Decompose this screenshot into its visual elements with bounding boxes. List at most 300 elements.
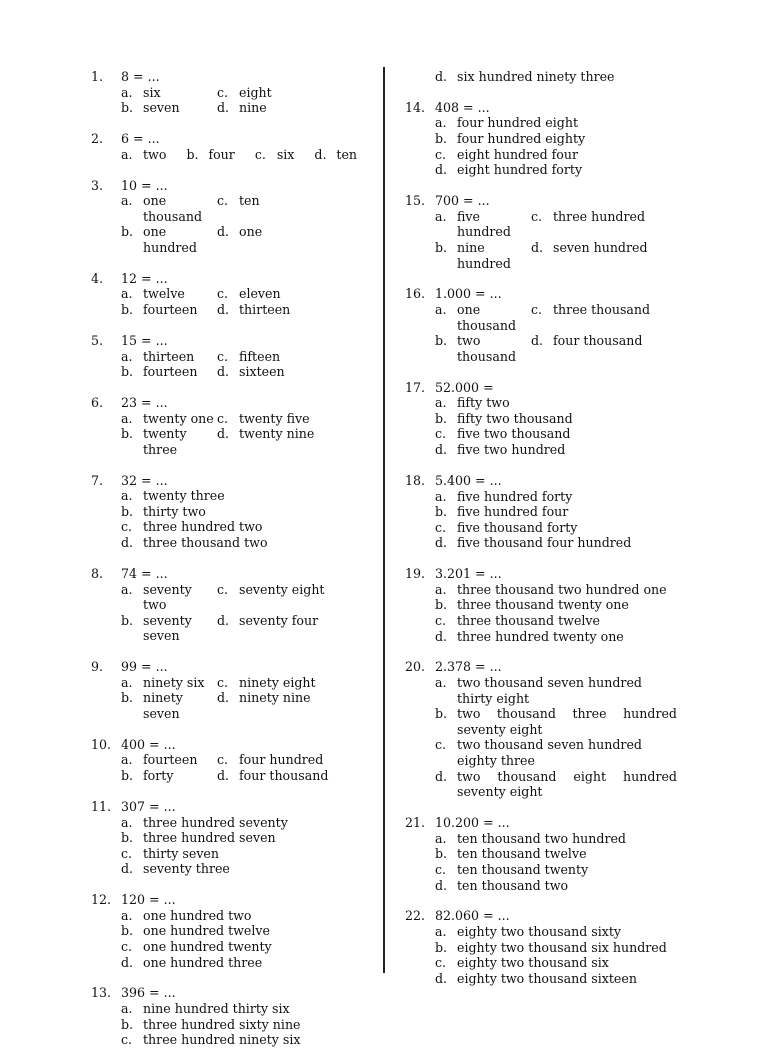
question-item <box>91 395 376 457</box>
option <box>435 520 677 536</box>
option-letter: a. <box>435 395 447 411</box>
option <box>121 302 217 318</box>
option-text: two thousand seven hundred thirty eight <box>457 675 642 706</box>
option-list <box>121 411 376 458</box>
option-text: fifteen <box>239 348 281 364</box>
option <box>435 147 677 163</box>
option-text: three hundred twenty one <box>457 628 624 644</box>
question-prompt: 307 = ... <box>121 798 176 814</box>
option-letter: d. <box>435 768 448 784</box>
option-text: fourteen <box>143 302 198 318</box>
option-text: five thousand forty <box>457 519 578 535</box>
option-text: two thousand <box>457 333 517 364</box>
option-text: eight hundred four <box>457 146 579 162</box>
question-item <box>91 659 376 721</box>
option <box>435 333 531 364</box>
option-text: three thousand twelve <box>457 613 601 628</box>
question-number: 2. <box>91 131 104 147</box>
option-text: nine <box>239 100 267 116</box>
option <box>435 535 677 551</box>
option-text: fourteen <box>143 752 198 768</box>
question-item <box>91 333 376 380</box>
option-text: ninety nine <box>239 690 311 706</box>
option-letter: b. <box>121 364 134 380</box>
option-list <box>435 582 677 644</box>
option <box>435 411 677 427</box>
option <box>121 100 217 116</box>
option <box>435 131 677 147</box>
option-list <box>121 1001 376 1048</box>
option <box>121 411 217 427</box>
option-letter: d. <box>121 861 134 877</box>
option-text: six hundred ninety three <box>457 69 615 84</box>
question-number: 17. <box>405 379 426 395</box>
option-letter: a. <box>435 208 447 224</box>
option <box>435 240 531 271</box>
option-text: eight <box>239 84 272 100</box>
option-text: eighty two thousand six <box>457 955 609 971</box>
option <box>531 240 677 271</box>
option-list <box>121 752 376 783</box>
option <box>435 924 677 940</box>
question-item <box>405 100 677 178</box>
option-list <box>435 209 677 271</box>
option-text: two <box>143 146 167 162</box>
question-item <box>91 131 376 162</box>
option-text: ten <box>239 193 260 209</box>
option-text: seven hundred <box>553 239 648 255</box>
question-item <box>91 892 376 970</box>
option-letter: a. <box>121 348 133 364</box>
option-letter: a. <box>435 923 447 939</box>
question-header <box>405 286 677 302</box>
option-text: one thousand <box>143 193 203 224</box>
option-letter: d. <box>217 768 230 784</box>
option-letter: c. <box>121 938 133 954</box>
option-letter: c. <box>435 861 447 877</box>
option <box>435 878 677 894</box>
option-text: five thousand four hundred <box>457 535 632 551</box>
question-prompt: 12 = ... <box>121 270 168 286</box>
option-list <box>435 489 677 551</box>
option-text: three thousand two <box>143 535 268 551</box>
option-text: three hundred seven <box>143 830 276 846</box>
question-item <box>405 473 677 551</box>
option-letter: b. <box>121 503 134 519</box>
option-letter: d. <box>217 100 230 116</box>
option <box>121 1017 376 1033</box>
question-prompt: 82.060 = ... <box>435 908 510 924</box>
option-text: twenty nine <box>239 426 315 442</box>
option-text: five two thousand <box>457 426 571 442</box>
option-list <box>121 908 376 970</box>
option <box>435 442 677 458</box>
option-letter: a. <box>121 814 133 830</box>
option-list <box>435 395 677 457</box>
option-letter: b. <box>435 939 448 955</box>
option-letter: d. <box>121 535 134 551</box>
option <box>435 115 677 131</box>
option-text: three hundred sixty nine <box>143 1016 301 1032</box>
option <box>121 193 217 224</box>
option-text: three thousand twenty one <box>457 597 629 613</box>
left-column <box>91 69 376 1063</box>
option-letter: a. <box>121 84 133 100</box>
option-letter: a. <box>121 286 133 302</box>
question-item <box>91 737 376 784</box>
question-number: 8. <box>91 565 104 581</box>
option-list <box>435 924 677 986</box>
option-letter: b. <box>435 597 448 613</box>
question-header <box>405 193 677 209</box>
question-prompt: 8 = ... <box>121 69 160 84</box>
question-prompt: 99 = ... <box>121 659 168 675</box>
option-text: nine hundred <box>457 239 511 271</box>
question-prompt: 3.201 = ... <box>435 566 502 582</box>
option-letter: a. <box>435 675 447 691</box>
option-letter: b. <box>121 426 134 442</box>
option <box>121 426 217 457</box>
question-prompt: 15 = ... <box>121 332 168 348</box>
option-list <box>121 193 376 255</box>
question-header <box>405 473 677 489</box>
question-prompt: 400 = ... <box>121 736 176 752</box>
question-item <box>405 815 677 893</box>
option-letter: b. <box>121 768 134 784</box>
option <box>217 349 376 365</box>
option-text: fourteen <box>143 364 198 380</box>
option-letter: b. <box>121 224 134 240</box>
option-text: twenty one <box>143 410 214 426</box>
option-letter: b. <box>435 333 448 349</box>
option-letter: b. <box>435 846 448 862</box>
option <box>217 768 376 784</box>
option-text: fifty two thousand <box>457 410 573 426</box>
option <box>435 940 677 956</box>
option-text: five hundred forty <box>457 488 573 504</box>
option-text: seventy four <box>239 612 319 628</box>
question-header <box>91 659 376 675</box>
option <box>121 286 217 302</box>
option-text: one hundred two <box>143 907 252 923</box>
option-text: four thousand <box>553 333 643 349</box>
option <box>435 426 677 442</box>
option-letter: d. <box>435 69 448 84</box>
option <box>121 85 217 101</box>
option-text: two thousand eight hundred seventy eight <box>457 768 677 800</box>
question-header <box>405 908 677 924</box>
option-text: one <box>239 224 263 240</box>
option-letter: d. <box>531 333 544 349</box>
question-prompt: 6 = ... <box>121 131 160 147</box>
option-letter: d. <box>435 162 448 178</box>
option <box>121 846 376 862</box>
option-letter: d. <box>435 877 448 893</box>
question-prompt: 1.000 = ... <box>435 286 502 302</box>
option-letter: a. <box>435 115 447 131</box>
option-letter: d. <box>121 954 134 970</box>
question-item <box>91 985 376 1047</box>
question-number: 7. <box>91 472 104 488</box>
option-letter: b. <box>186 146 199 162</box>
option-list <box>121 675 376 722</box>
option-text: three hundred two <box>143 519 263 535</box>
option-text: seventy eight <box>239 581 325 597</box>
question-item <box>91 473 376 551</box>
option <box>121 147 166 163</box>
option-text: eight hundred forty <box>457 162 583 178</box>
question-item <box>91 566 376 644</box>
option-letter: a. <box>121 674 133 690</box>
option-text: ten thousand twenty <box>457 861 589 877</box>
question-prompt: 120 = ... <box>121 892 176 908</box>
option <box>121 1032 376 1048</box>
option <box>121 675 217 691</box>
option <box>435 395 677 411</box>
option <box>217 752 376 768</box>
option-text: thirteen <box>239 302 291 318</box>
option-list <box>435 675 677 800</box>
question-header <box>91 985 376 1001</box>
option-text: two thousand seven hundred eighty three <box>457 737 642 769</box>
option-letter: b. <box>435 131 448 147</box>
option <box>121 815 376 831</box>
option-letter: a. <box>435 830 447 846</box>
option-text: one hundred three <box>143 954 263 970</box>
option <box>121 582 217 613</box>
option-letter: a. <box>121 146 133 162</box>
question-header <box>405 566 677 582</box>
option-list <box>435 302 677 364</box>
option-letter: c. <box>435 426 447 442</box>
option <box>121 830 376 846</box>
option <box>217 193 376 224</box>
option <box>435 971 677 987</box>
question-prompt: 74 = ... <box>121 565 168 581</box>
option <box>217 411 376 427</box>
option-letter: d. <box>217 224 230 240</box>
option <box>435 302 531 333</box>
question-header <box>405 815 677 831</box>
question-header <box>91 737 376 753</box>
option <box>121 504 376 520</box>
option-text: one thousand <box>457 302 517 333</box>
option-text: seventy two <box>143 581 192 613</box>
option-letter: d. <box>217 302 230 318</box>
option-letter: a. <box>435 302 447 318</box>
question-prompt: 396 = ... <box>121 985 176 1001</box>
question-number: 1. <box>91 69 104 84</box>
option <box>435 846 677 862</box>
option-text: four hundred eighty <box>457 131 586 147</box>
question-number: 20. <box>405 659 426 675</box>
option <box>186 147 234 163</box>
continued-option <box>435 69 677 85</box>
question-prompt: 32 = ... <box>121 472 168 488</box>
option-letter: c. <box>121 519 133 535</box>
option-letter: b. <box>435 410 448 426</box>
option-text: five two hundred <box>457 442 566 458</box>
question-number: 10. <box>91 736 112 752</box>
question-header <box>91 799 376 815</box>
option-letter: d. <box>314 146 327 162</box>
option-text: one hundred twelve <box>143 923 270 939</box>
option-letter: c. <box>435 737 447 753</box>
option-letter: b. <box>121 302 134 318</box>
option-letter: c. <box>217 193 229 209</box>
option-text: twenty three <box>143 426 187 457</box>
option <box>121 488 376 504</box>
option-text: fifty two <box>457 395 510 411</box>
question-prompt: 23 = ... <box>121 394 168 410</box>
option <box>121 519 376 535</box>
option-letter: c. <box>531 302 543 318</box>
option-letter: a. <box>121 410 133 426</box>
option-text: ten <box>336 146 358 162</box>
option-text: one hundred twenty <box>143 938 272 954</box>
option-letter: d. <box>217 612 230 628</box>
option-letter: d. <box>531 239 544 255</box>
column-divider <box>383 67 385 973</box>
question-item <box>405 566 677 644</box>
question-prompt: 10.200 = ... <box>435 815 510 831</box>
option-text: forty <box>143 768 174 784</box>
option <box>217 224 376 255</box>
option-text: three hundred ninety six <box>143 1032 301 1048</box>
option-letter: c. <box>435 613 447 628</box>
option-text: eighty two thousand sixteen <box>457 970 637 986</box>
question-number: 3. <box>91 177 104 193</box>
option-text: four hundred <box>239 752 324 768</box>
question-number: 5. <box>91 332 104 348</box>
option-text: six <box>143 84 161 100</box>
question-header <box>91 395 376 411</box>
option-letter: a. <box>121 1001 133 1017</box>
question-number: 9. <box>91 659 104 675</box>
option-letter: b. <box>121 612 134 628</box>
option-letter: a. <box>121 193 133 209</box>
question-number: 22. <box>405 908 426 924</box>
question-header <box>405 659 677 675</box>
option-letter: d. <box>217 364 230 380</box>
question-item <box>405 908 677 986</box>
question-item <box>91 69 376 116</box>
option <box>435 504 677 520</box>
question-item <box>91 799 376 877</box>
option-letter: c. <box>217 84 229 100</box>
option-letter: c. <box>217 410 229 426</box>
option-list <box>121 349 376 380</box>
option <box>121 908 376 924</box>
option <box>121 768 217 784</box>
option <box>435 955 677 971</box>
option-text: three hundred seventy <box>143 814 288 830</box>
option <box>217 85 376 101</box>
option <box>217 426 376 457</box>
option <box>121 923 376 939</box>
option-letter: c. <box>435 519 447 535</box>
question-item <box>91 271 376 318</box>
option-letter: d. <box>217 690 230 706</box>
option-text: seventy three <box>143 861 230 877</box>
option-text: eighty two thousand six hundred <box>457 939 667 955</box>
option-text: nine hundred thirty six <box>143 1001 290 1017</box>
question-prompt: 408 = ... <box>435 99 490 115</box>
option <box>121 1001 376 1017</box>
question-item <box>405 193 677 271</box>
option-letter: b. <box>121 1016 134 1032</box>
question-number: 6. <box>91 394 104 410</box>
question-header <box>405 100 677 116</box>
option-text: one hundred <box>143 224 197 255</box>
question-header <box>91 566 376 582</box>
option-letter: a. <box>121 907 133 923</box>
option-letter: c. <box>435 146 447 162</box>
option-list <box>435 115 677 177</box>
question-prompt: 700 = ... <box>435 193 490 209</box>
question-number: 12. <box>91 892 112 908</box>
option-letter: b. <box>121 830 134 846</box>
question-number: 14. <box>405 99 426 115</box>
option-letter: c. <box>121 845 133 861</box>
option <box>121 752 217 768</box>
option-letter: a. <box>435 488 447 504</box>
question-item <box>91 178 376 256</box>
question-prompt: 10 = ... <box>121 177 168 193</box>
option-text: two thousand three hundred seventy eight <box>457 706 677 737</box>
question-header <box>91 131 376 147</box>
option-letter: d. <box>435 970 448 986</box>
option-text: eleven <box>239 286 281 302</box>
question-header <box>91 271 376 287</box>
option-list <box>121 286 376 317</box>
option <box>435 209 531 240</box>
option <box>217 582 376 613</box>
option-letter: a. <box>121 488 133 504</box>
question-item <box>405 380 677 458</box>
question-number: 15. <box>405 193 426 209</box>
option-letter: c. <box>217 752 229 768</box>
option <box>531 333 677 364</box>
option <box>121 939 376 955</box>
question-item <box>405 659 677 799</box>
option-text: three thousand <box>553 302 651 318</box>
option <box>121 349 217 365</box>
option-letter: c. <box>254 146 266 162</box>
question-number: 13. <box>91 985 112 1001</box>
option <box>435 769 677 800</box>
question-header <box>91 69 376 85</box>
option-letter: b. <box>121 100 134 116</box>
option-letter: d. <box>435 442 448 458</box>
option <box>435 862 677 878</box>
option-text: four thousand <box>239 768 329 784</box>
option <box>217 613 376 644</box>
option <box>121 224 217 255</box>
option-text: four <box>208 146 235 162</box>
question-header <box>91 333 376 349</box>
option <box>531 302 677 333</box>
question-header <box>91 178 376 194</box>
option <box>435 613 677 629</box>
option-letter: d. <box>435 628 448 644</box>
option <box>435 831 677 847</box>
option-letter: d. <box>217 426 230 442</box>
option-text: seventy seven <box>143 612 192 644</box>
option-text: twenty five <box>239 410 310 426</box>
option-letter: c. <box>121 1032 133 1048</box>
option <box>435 675 677 706</box>
